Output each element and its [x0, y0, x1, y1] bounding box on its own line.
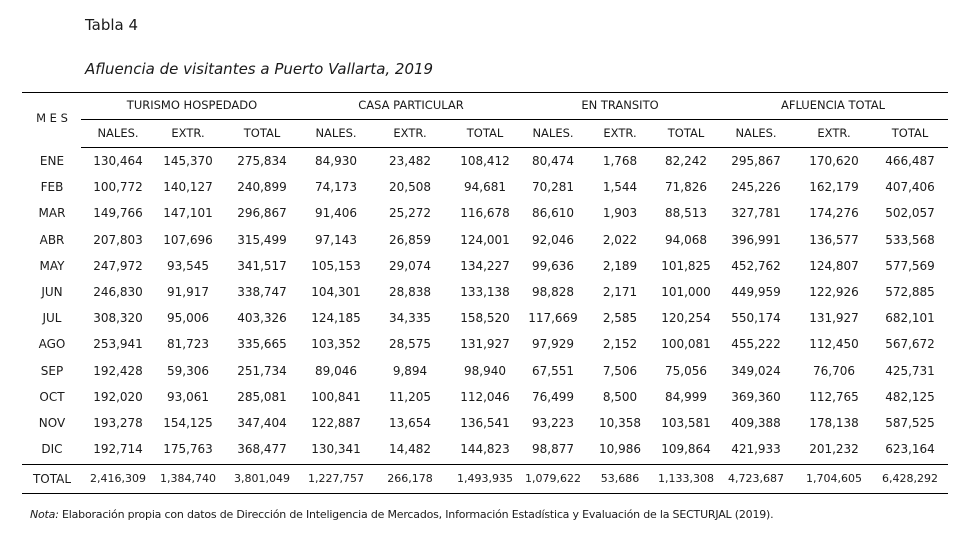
month-label: JUL [42, 311, 62, 326]
table-cell: 2,171 [602, 285, 638, 299]
table-cell: 2,022 [602, 232, 638, 247]
table-cell: 117,669 [528, 311, 578, 326]
table-cell: 396,991 [731, 232, 781, 247]
table-cell: 20,508 [389, 180, 431, 195]
total-cell: 2,416,309 [90, 472, 146, 485]
table-cell: 577,569 [885, 258, 935, 273]
table-cell: 9,894 [392, 363, 428, 378]
column-header: EXTR. [817, 126, 851, 140]
table-cell: 74,173 [315, 180, 357, 195]
table-cell: 109,864 [661, 442, 711, 457]
table-cell: 92,046 [532, 232, 574, 247]
table-cell: 134,227 [460, 258, 510, 273]
table-cell: 82,242 [665, 154, 707, 168]
table-cell: 533,568 [885, 232, 935, 247]
table-cell: 94,068 [665, 232, 707, 247]
table-cell: 175,763 [163, 442, 213, 457]
total-cell: 266,178 [387, 472, 433, 485]
total-cell: 3,801,049 [234, 472, 290, 485]
note-prefix: Nota: [30, 508, 59, 521]
table-cell: 91,917 [167, 285, 209, 299]
month-label: SEP [40, 363, 64, 378]
table-cell: 341,517 [237, 258, 287, 273]
table-cell: 97,929 [532, 337, 574, 352]
table-cell: 10,986 [599, 442, 641, 457]
table-cell: 98,828 [532, 285, 574, 299]
table-cell: 70,281 [532, 180, 574, 195]
table-cell: 1,768 [602, 154, 638, 168]
table-cell: 170,620 [809, 154, 859, 168]
table-label: Tabla 4 [85, 16, 139, 34]
table-cell: 572,885 [885, 285, 935, 299]
table-cell: 158,520 [460, 311, 510, 326]
table-cell: 136,577 [809, 232, 859, 247]
table-cell: 26,859 [389, 232, 431, 247]
table-cell: 112,046 [460, 389, 510, 404]
table-cell: 327,781 [731, 206, 781, 221]
table-cell: 178,138 [809, 416, 859, 430]
table-cell: 349,024 [731, 363, 781, 378]
table-cell: 98,877 [532, 442, 574, 457]
table-note [30, 508, 773, 521]
table-cell: 107,696 [163, 232, 213, 247]
table-cell: 84,930 [315, 154, 357, 168]
subheader-rule [81, 147, 948, 148]
table-cell: 84,999 [665, 389, 707, 404]
total-cell: 1,079,622 [525, 472, 581, 485]
table-cell: 140,127 [163, 180, 213, 195]
table-cell: 10,358 [599, 416, 641, 430]
month-label: OCT [39, 389, 65, 404]
table-cell: 154,125 [163, 416, 213, 430]
table-cell: 421,933 [731, 442, 781, 457]
table-cell: 145,370 [163, 154, 213, 168]
table-cell: 130,341 [311, 442, 361, 457]
table-cell: 245,226 [731, 180, 781, 195]
table-cell: 29,074 [389, 258, 431, 273]
table-cell: 174,276 [809, 206, 859, 221]
column-header: NALES. [532, 126, 574, 140]
table-cell: 136,541 [460, 416, 510, 430]
column-header: TOTAL [243, 126, 281, 140]
table-title: Afluencia de visitantes a Puerto Vallarta, 2019 [85, 60, 434, 78]
table-cell: 124,807 [809, 258, 859, 273]
table-cell: 1,544 [602, 180, 638, 195]
total-cell: 4,723,687 [728, 472, 784, 485]
table-cell: 100,081 [661, 337, 711, 352]
total-cell: 53,686 [600, 472, 640, 485]
table-cell: 1,903 [602, 206, 638, 221]
table-cell: 368,477 [237, 442, 287, 457]
table-cell: 567,672 [885, 337, 935, 352]
month-label: JUN [41, 285, 63, 299]
table-cell: 104,301 [311, 285, 361, 299]
table-cell: 275,834 [237, 154, 287, 168]
table-cell: 403,326 [237, 311, 287, 326]
table-cell: 80,474 [532, 154, 574, 168]
table-cell: 295,867 [731, 154, 781, 168]
table-cell: 149,766 [93, 206, 143, 221]
table-cell: 97,143 [315, 232, 357, 247]
table-cell: 285,081 [237, 389, 287, 404]
table-cell: 112,450 [809, 337, 859, 352]
table-cell: 120,254 [661, 311, 711, 326]
table-cell: 338,747 [237, 285, 287, 299]
table-cell: 122,887 [311, 416, 361, 430]
total-cell: 1,133,308 [658, 472, 714, 485]
table-cell: 81,723 [167, 337, 209, 352]
table-cell: 550,174 [731, 311, 781, 326]
table-cell: 76,499 [532, 389, 574, 404]
table-cell: 192,428 [93, 363, 143, 378]
column-header: EXTR. [603, 126, 637, 140]
table-cell: 315,499 [237, 232, 287, 247]
table-cell: 502,057 [885, 206, 935, 221]
total-cell: 1,704,605 [806, 472, 862, 485]
table-cell: 253,941 [93, 337, 143, 352]
table-cell: 449,959 [731, 285, 781, 299]
table-cell: 71,826 [665, 180, 707, 195]
table-cell: 99,636 [532, 258, 574, 273]
table-cell: 682,101 [885, 311, 935, 326]
table-cell: 112,765 [809, 389, 859, 404]
table-cell: 116,678 [460, 206, 510, 221]
table-cell: 131,927 [460, 337, 510, 352]
group-header: EN TRANSITO [581, 98, 659, 112]
table-cell: 94,681 [464, 180, 506, 195]
table-cell: 623,164 [885, 442, 935, 457]
month-label: NOV [38, 416, 66, 430]
table-cell: 100,841 [311, 389, 361, 404]
table-cell: 369,360 [731, 389, 781, 404]
table-cell: 466,487 [885, 154, 935, 168]
table-cell: 28,575 [389, 337, 431, 352]
table-cell: 59,306 [167, 363, 209, 378]
table-cell: 482,125 [885, 389, 935, 404]
table-cell: 247,972 [93, 258, 143, 273]
table-cell: 23,482 [389, 154, 431, 168]
table-cell: 14,482 [389, 442, 431, 457]
table-cell: 162,179 [809, 180, 859, 195]
month-label: FEB [40, 180, 64, 195]
row-header-mes: M E S [36, 111, 68, 125]
table-cell: 124,001 [460, 232, 510, 247]
table-cell: 101,000 [661, 285, 711, 299]
column-header: EXTR. [393, 126, 427, 140]
month-label: ABR [39, 232, 65, 247]
group-header: CASA PARTICULAR [358, 98, 464, 112]
table-cell: 193,278 [93, 416, 143, 430]
table-cell: 246,830 [93, 285, 143, 299]
month-label: AGO [38, 337, 66, 352]
table-cell: 130,464 [93, 154, 143, 168]
table-cell: 13,654 [389, 416, 431, 430]
table-cell: 147,101 [163, 206, 213, 221]
table-cell: 409,388 [731, 416, 781, 430]
total-top-rule [22, 464, 948, 465]
table-cell: 88,513 [665, 206, 707, 221]
table-cell: 587,525 [885, 416, 935, 430]
table-cell: 335,665 [237, 337, 287, 352]
group-header-rule [81, 119, 948, 120]
table-cell: 144,823 [460, 442, 510, 457]
table-cell: 11,205 [389, 389, 431, 404]
table-cell: 131,927 [809, 311, 859, 326]
table-cell: 122,926 [809, 285, 859, 299]
table-cell: 455,222 [731, 337, 781, 352]
column-header: TOTAL [667, 126, 705, 140]
table-cell: 93,061 [167, 389, 209, 404]
table-cell: 93,223 [532, 416, 574, 430]
table-cell: 25,272 [389, 206, 431, 221]
table-cell: 75,056 [665, 363, 707, 378]
table-cell: 89,046 [315, 363, 357, 378]
table-cell: 308,320 [93, 311, 143, 326]
table-cell: 98,940 [464, 363, 506, 378]
table-cell: 407,406 [885, 180, 935, 195]
table-cell: 2,585 [602, 311, 638, 326]
table-cell: 2,189 [602, 258, 638, 273]
month-label: MAY [39, 258, 65, 273]
total-cell: 6,428,292 [882, 472, 938, 485]
table-cell: 240,899 [237, 180, 287, 195]
table-cell: 296,867 [237, 206, 287, 221]
table-cell: 105,153 [311, 258, 361, 273]
table-cell: 192,020 [93, 389, 143, 404]
table-cell: 425,731 [885, 363, 935, 378]
table-cell: 7,506 [602, 363, 638, 378]
table-cell: 93,545 [167, 258, 209, 273]
month-label: DIC [41, 442, 63, 457]
table-cell: 91,406 [315, 206, 357, 221]
column-header: NALES. [315, 126, 357, 140]
column-header: TOTAL [891, 126, 929, 140]
table-cell: 95,006 [167, 311, 209, 326]
total-cell: 1,227,757 [308, 472, 364, 485]
table-cell: 34,335 [389, 311, 431, 326]
table-cell: 8,500 [602, 389, 638, 404]
note-text: Elaboración propia con datos de Dirección de Inteligencia de Mercados, Información Estadística y Evaluación de la SECTURJAL (2019). [58, 508, 774, 521]
table-cell: 124,185 [311, 311, 361, 326]
month-label: ENE [39, 154, 65, 168]
table-cell: 103,352 [311, 337, 361, 352]
column-header: NALES. [735, 126, 777, 140]
total-label: TOTAL [32, 472, 72, 486]
column-header: TOTAL [466, 126, 504, 140]
table-cell: 76,706 [813, 363, 855, 378]
group-header: TURISMO HOSPEDADO [126, 98, 258, 112]
month-label: MAR [38, 206, 66, 221]
table-cell: 2,152 [602, 337, 638, 352]
table-cell: 108,412 [460, 154, 510, 168]
table-cell: 133,138 [460, 285, 510, 299]
table-cell: 347,404 [237, 416, 287, 430]
table-cell: 100,772 [93, 180, 143, 195]
total-cell: 1,493,935 [457, 472, 513, 485]
table-top-rule [22, 92, 948, 93]
column-header: NALES. [97, 126, 139, 140]
table-bottom-rule [22, 493, 948, 494]
table-cell: 103,581 [661, 416, 711, 430]
table-cell: 201,232 [809, 442, 859, 457]
table-cell: 452,762 [731, 258, 781, 273]
table-cell: 101,825 [661, 258, 711, 273]
table-cell: 207,803 [93, 232, 143, 247]
group-header: AFLUENCIA TOTAL [780, 98, 886, 112]
column-header: EXTR. [171, 126, 205, 140]
table-cell: 67,551 [532, 363, 574, 378]
table-cell: 86,610 [532, 206, 574, 221]
total-cell: 1,384,740 [160, 472, 216, 485]
table-cell: 251,734 [237, 363, 287, 378]
table-cell: 28,838 [389, 285, 431, 299]
table-cell: 192,714 [93, 442, 143, 457]
